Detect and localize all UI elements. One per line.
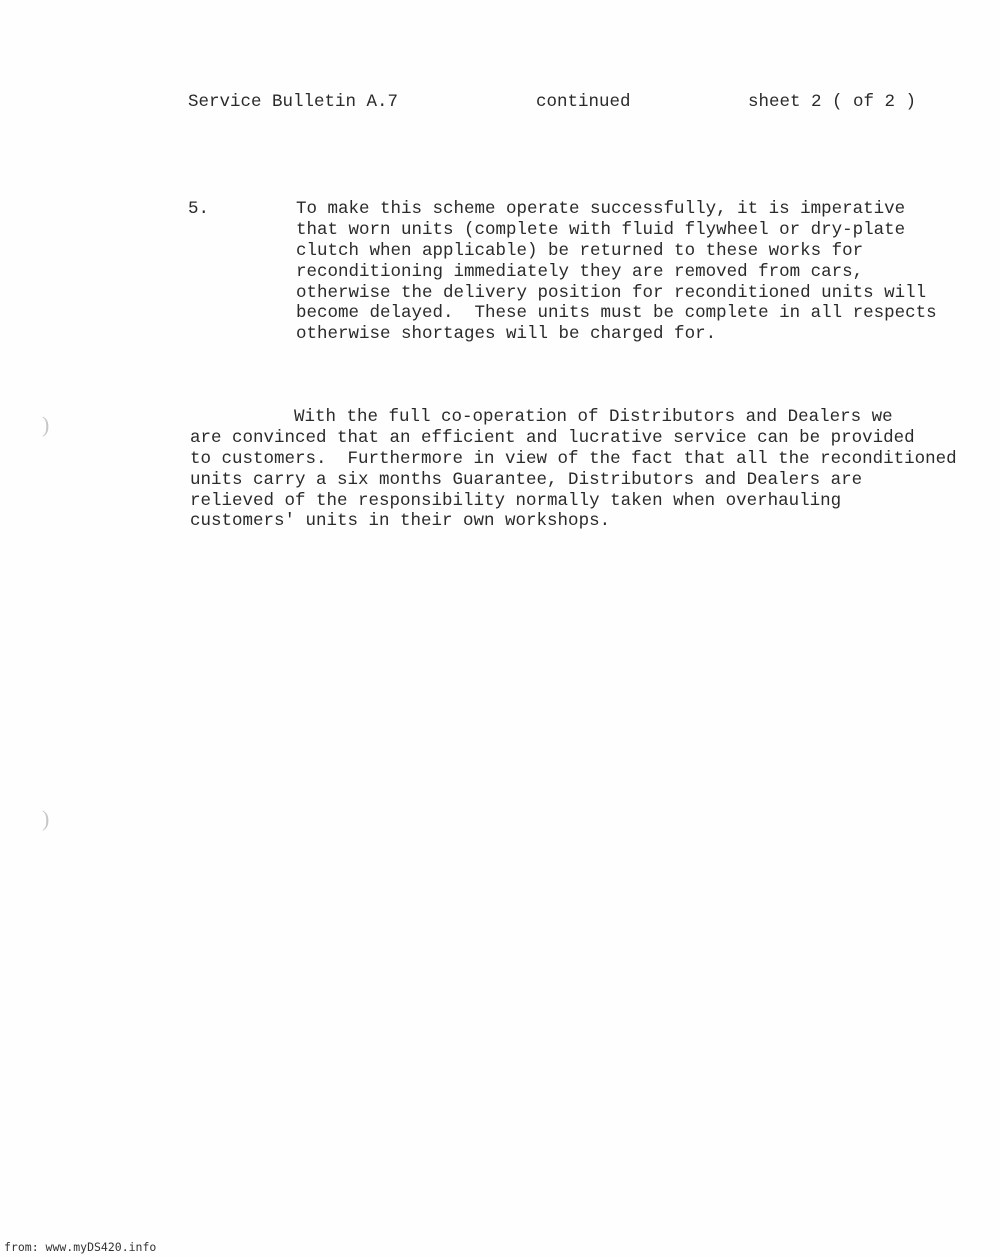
paragraph-line: customers' units in their own workshops. (190, 511, 611, 532)
paragraph-line: relieved of the responsibility normally taken when overhauling (190, 490, 842, 511)
item-line: clutch when applicable) be returned to these works for (296, 240, 864, 261)
source-footer: from: www.myDS420.info (4, 1240, 157, 1254)
item-line: reconditioning immediately they are removed from cars, (296, 261, 864, 282)
paragraph-line: With the full co-operation of Distributors and Dealers we (294, 407, 893, 427)
item-line: otherwise the delivery position for reconditioned units will (296, 282, 927, 303)
item-line: that worn units (complete with fluid flywheel or dry-plate (296, 219, 906, 240)
sheet-number: sheet 2 ( of 2 ) (748, 92, 917, 112)
page-header (0, 92, 1000, 116)
item-text (296, 199, 976, 345)
item-line: become delayed. These units must be complete in all respects (296, 303, 937, 324)
item-line: To make this scheme operate successfully, it is imperative (296, 199, 906, 219)
bulletin-title: Service Bulletin A.7 (188, 92, 399, 112)
binder-hole-mark: ) (42, 412, 50, 437)
paragraph-line: units carry a six months Guarantee, Distributors and Dealers are (190, 469, 863, 490)
paragraph-line: to customers. Furthermore in view of the fact that all the reconditioned (190, 448, 957, 469)
item-line: otherwise shortages will be charged for. (296, 324, 717, 345)
closing-paragraph (190, 407, 980, 532)
binder-hole-mark: ) (42, 806, 50, 831)
paragraph-line: are convinced that an efficient and lucrative service can be provided (190, 427, 915, 448)
continued-label: continued (536, 92, 631, 112)
item-number: 5. (188, 199, 210, 219)
